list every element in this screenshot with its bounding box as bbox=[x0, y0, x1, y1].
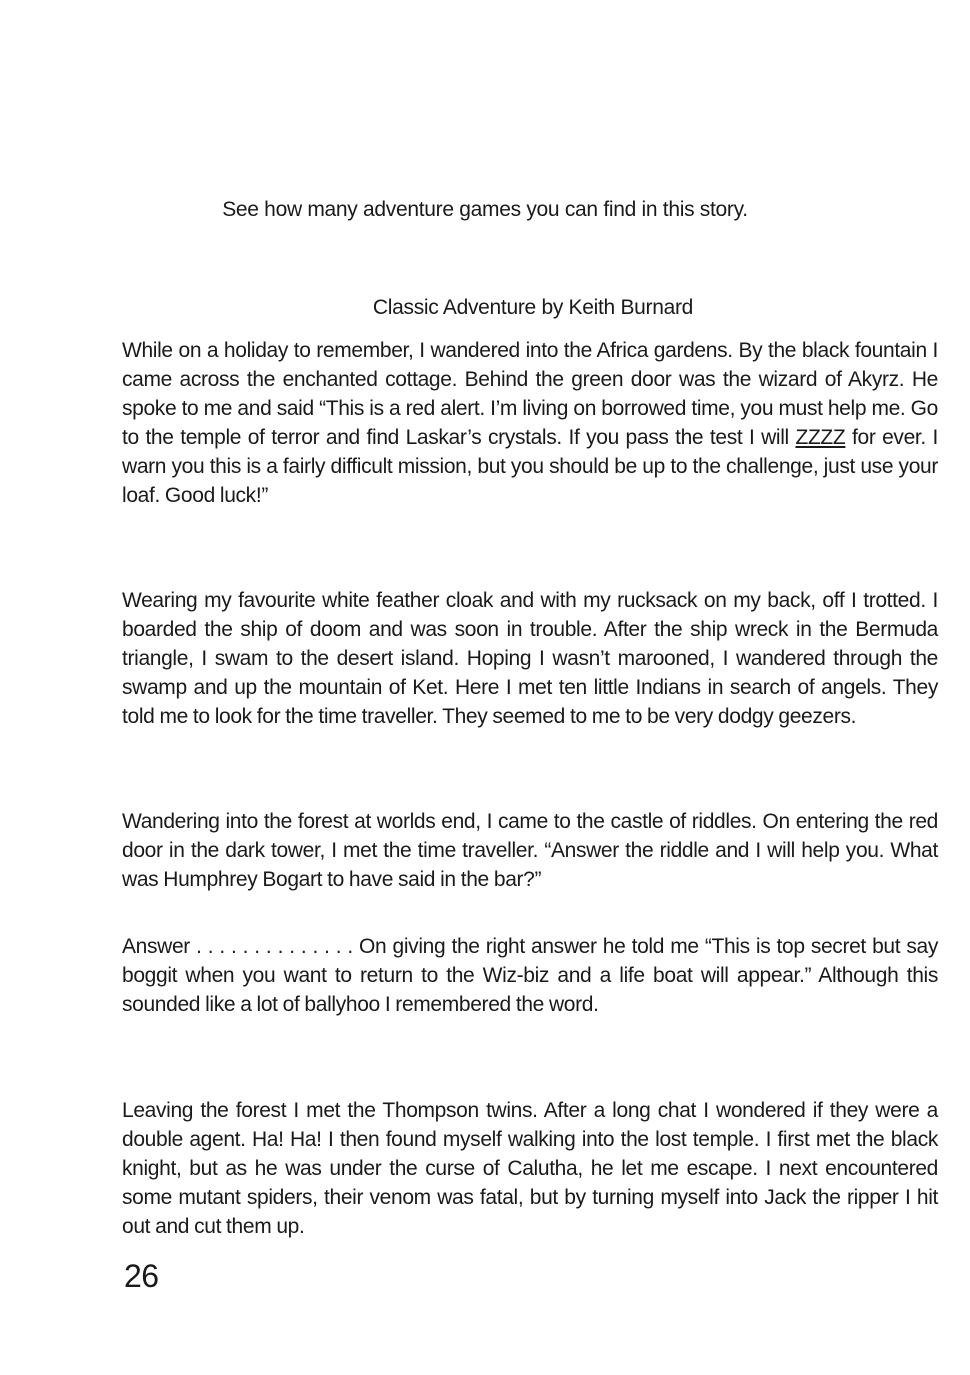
paragraph-1 bbox=[122, 336, 938, 510]
page-number: 26 bbox=[124, 1258, 159, 1294]
zzzz-text: ZZZZ bbox=[795, 426, 846, 449]
paragraph-4: Answer . . . . . . . . . . . . . . On giving the right answer he told me “This is top secret but say boggit when you want to return to the Wiz-biz and a life boat will appear.” Although this sounded like a lot of ballyhoo I remembered the word. bbox=[122, 935, 938, 1016]
paragraph-2: Wearing my favourite white feather cloak and with my rucksack on my back, off I trotted. I boarded the ship of doom and was soon in trouble. After the ship wreck in the Bermuda triangle, I swam to the desert island. Hoping I wasn’t marooned, I wandered through the swamp and up the mountain of Ket. Here I met ten little Indians in search of angels. They told me to look for the time traveller. They seemed to me to be very dodgy geezers. bbox=[122, 589, 938, 728]
paragraph-1-part-b: for ever. I warn you this is a fairly difficult mission, but you should be up to the challenge, just use your loaf. Good luck!” bbox=[122, 426, 938, 507]
story-title: Classic Adventure by Keith Burnard bbox=[372, 296, 694, 319]
intro-line: See how many adventure games you can find in this story. bbox=[222, 198, 748, 221]
paragraph-5: Leaving the forest I met the Thompson twins. After a long chat I wondered if they were a double agent. Ha! Ha! I then found myself walking into the lost temple. I first met the black knight, but as he was under the curse of Calutha, he let me escape. I next encountered some mutant spiders, their venom was fatal, but by turning myself into Jack the ripper I hit out and cut them up. bbox=[122, 1099, 938, 1238]
paragraph-1-part-a: While on a holiday to remember, I wandered into the Africa gardens. By the black fountain I came across the enchanted cottage. Behind the green door was the wizard of Akyrz. He spoke to me and said “This is a red alert. I’m living on borrowed time, you must help me. Go to the temple of terror and find Laskar’s crystals. If you pass the test I will bbox=[122, 339, 938, 449]
paragraph-3: Wandering into the forest at worlds end, I came to the castle of riddles. On entering the red door in the dark tower, I met the time traveller. “Answer the riddle and I will help you. What was Humphrey Bogart to have said in the bar?” bbox=[122, 810, 938, 891]
